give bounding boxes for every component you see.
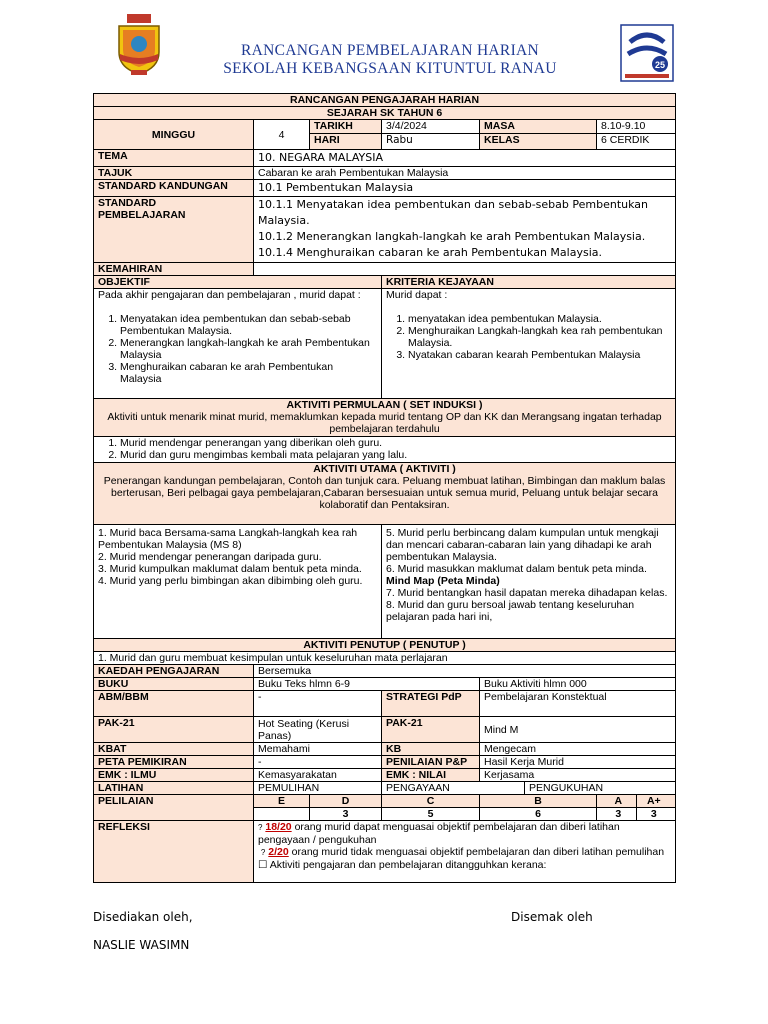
- grade-letter: D: [310, 795, 382, 808]
- buku-value-2: Buku Aktiviti hlmn 000: [480, 678, 676, 691]
- utama-right-item: 7. Murid bentangkan hasil dapatan mereka dihadapan kelas.: [386, 587, 668, 599]
- utama-right-item: 8. Murid dan guru bersoal jawab tentang keseluruhan pelajaran pada hari ini,: [386, 599, 635, 623]
- utama-desc: Penerangan kandungan pembelajaran, Contoh dan tunjuk cara. Peluang membuat latihan, Bimbingan dan maklum balas berterusan, Beri pelbagai gaya pembelajaran,Cabaran bersesuaian untuk semua murid, Peluang untuk belajar secara kolaboratif dan Pentaksiran.: [103, 475, 666, 511]
- permulaan-desc: Aktiviti untuk menarik minat murid, memaklumkan kepada murid tentang OP dan KK dan Merangsang ingatan terhadap pembelajaran terdahulu: [107, 411, 662, 435]
- permulaan-item: 1. Murid mendengar penerangan yang diberikan oleh guru.: [120, 437, 671, 449]
- grade-count: 5: [382, 808, 480, 821]
- abm-label: ABM/BBM: [94, 691, 254, 717]
- kriteria-label: KRITERIA KEJAYAAN: [382, 276, 676, 289]
- tajuk-value: Cabaran ke arah Pembentukan Malaysia: [254, 167, 676, 180]
- abm-value: -: [254, 691, 382, 717]
- sp-item: 10.1.1 Menyatakan idea pembentukan dan sebab-sebab Pembentukan Malaysia.: [258, 198, 648, 227]
- header-line2: SEKOLAH KEBANGSAAN KITUNTUL RANAU: [223, 60, 557, 77]
- sk-value: 10.1 Pembentukan Malaysia: [254, 180, 676, 197]
- refleksi-content: [254, 821, 676, 883]
- refleksi-line: ☐ Aktiviti pengajaran dan pembelajaran ditangguhkan kerana:: [258, 859, 547, 871]
- rph-table: [93, 93, 676, 883]
- masa-label: MASA: [480, 120, 597, 134]
- grade-letter-split: A A+: [597, 795, 676, 808]
- title-line2: SEJARAH SK TAHUN 6: [94, 107, 676, 120]
- kriteria-intro: Murid dapat :: [386, 289, 448, 301]
- tarikh-value: 3/4/2024: [382, 120, 480, 134]
- kriteria-item: 2. Menghuraikan Langkah-langkah kea rah pembentukan Malaysia.: [408, 325, 671, 349]
- penutup-item: 1. Murid dan guru membuat kesimpulan untuk keseluruhan mata perlajaran: [94, 652, 676, 665]
- penilaian-value: Hasil Kerja Murid: [480, 756, 676, 769]
- kriteria-content: [382, 289, 676, 399]
- kaedah-label: KAEDAH PENGAJARAN: [94, 665, 254, 678]
- utama-left-item: 2. Murid mendengar penerangan daripada guru.: [98, 551, 322, 563]
- kaedah-value: Bersemuka: [254, 665, 676, 678]
- pak21-value: Hot Seating (Kerusi Panas): [254, 717, 382, 743]
- grade-count-split: 3 3: [597, 808, 676, 821]
- refleksi-count-1: 18/20: [265, 821, 292, 833]
- minggu-label: MINGGU: [94, 120, 254, 150]
- disemak-oleh: Disemak oleh: [511, 910, 593, 924]
- emk-nilai-value: Kerjasama: [480, 769, 676, 782]
- objektif-intro: Pada akhir pengajaran dan pembelajaran , murid dapat :: [98, 289, 361, 301]
- strategi-label: STRATEGI PdP: [382, 691, 480, 717]
- permulaan-list: [94, 437, 676, 463]
- sk-label: STANDARD KANDUNGAN: [94, 180, 254, 197]
- kemahiran-value: [254, 263, 676, 276]
- utama-right-item: 5. Murid perlu berbincang dalam kumpulan untuk mengkaji dan mencari cabaran-cabaran lain yang dihadapi ke arah pembentukan Malaysia.: [386, 527, 659, 563]
- pak21-label: PAK-21: [94, 717, 254, 743]
- sp-item: 10.1.2 Menerangkan langkah-langkah ke arah Pembentukan Malaysia.: [258, 230, 646, 243]
- peta-label: PETA PEMIKIRAN: [94, 756, 254, 769]
- kb-label: KB: [382, 743, 480, 756]
- latihan-pengukuhan: PENGUKUHAN: [525, 782, 676, 795]
- utama-right-item: 6. Murid masukkan maklumat dalam bentuk peta minda. Mind Map (Peta Minda): [386, 563, 647, 587]
- tarikh-label: TARIKH: [310, 120, 382, 134]
- refleksi-line: ? 2/20 orang murid tidak menguasai objektif pembelajaran dan diberi latihan pemulihan: [260, 846, 665, 858]
- peta-value: -: [254, 756, 382, 769]
- emk-ilmu-value: Kemasyarakatan: [254, 769, 382, 782]
- penutup-title: AKTIVITI PENUTUP ( PENUTUP ): [94, 639, 676, 652]
- buku-label: BUKU: [94, 678, 254, 691]
- masa-value: 8.10-9.10: [597, 120, 676, 134]
- latihan-label: LATIHAN: [94, 782, 254, 795]
- penilaian-label: PENILAIAN P&P: [382, 756, 480, 769]
- sp-label: STANDARD PEMBELAJARAN: [94, 197, 254, 263]
- objektif-content: [94, 289, 382, 399]
- latihan-pemulihan: PEMULIHAN: [254, 782, 382, 795]
- kriteria-item: 1. menyatakan idea pembentukan Malaysia.: [408, 313, 671, 325]
- objektif-label: OBJEKTIF: [94, 276, 382, 289]
- sp-list: [254, 197, 676, 263]
- sp-item: 10.1.4 Menghuraikan cabaran ke arah Pembentukan Malaysia.: [258, 246, 602, 259]
- refleksi-label: REFLEKSI: [94, 821, 254, 883]
- disediakan-oleh: Disediakan oleh,: [93, 910, 193, 924]
- kbat-label: KBAT: [94, 743, 254, 756]
- emk-ilmu-label: EMK : ILMU: [94, 769, 254, 782]
- kelas-label: KELAS: [480, 134, 597, 150]
- teacher-name: NASLIE WASIMN: [93, 938, 190, 952]
- utama-left-item: 1. Murid baca Bersama-sama Langkah-langkah kea rah Pembentukan Malaysia (MS 8): [98, 527, 358, 551]
- strategi-value: Pembelajaran Konstektual: [480, 691, 676, 717]
- objektif-item: 2. Menerangkan langkah-langkah ke arah Pembentukan Malaysia: [120, 337, 377, 361]
- permulaan-title: AKTIVITI PERMULAAN ( SET INDUKSI ): [286, 399, 483, 411]
- refleksi-count-2: 2/20: [268, 846, 289, 858]
- logo-number: 25: [654, 60, 666, 70]
- kriteria-item: 3. Nyatakan cabaran kearah Pembentukan Malaysia: [408, 349, 671, 361]
- tema-label: TEMA: [94, 150, 254, 167]
- objektif-item: 3. Menghuraikan cabaran ke arah Pembentukan Malaysia: [120, 361, 377, 385]
- objektif-item: 1. Menyatakan idea pembentukan dan sebab-sebab Pembentukan Malaysia.: [120, 313, 377, 337]
- latihan-pengayaan: PENGAYAAN: [382, 782, 525, 795]
- tajuk-label: TAJUK: [94, 167, 254, 180]
- permulaan-header: [94, 399, 676, 437]
- utama-left-item: 4. Murid yang perlu bimbingan akan dibimbing oleh guru.: [98, 575, 363, 587]
- pak21-value-2: Mind M: [480, 717, 676, 743]
- utama-title: AKTIVITI UTAMA ( AKTIVITI ): [313, 463, 456, 475]
- utama-header: [94, 463, 676, 525]
- kbat-value: Memahami: [254, 743, 382, 756]
- grade-letter: E: [254, 795, 310, 808]
- grade-count: [254, 808, 310, 821]
- pelilaian-label: PELILAIAN: [94, 795, 254, 821]
- kb-value: Mengecam: [480, 743, 676, 756]
- emk-nilai-label: EMK : NILAI: [382, 769, 480, 782]
- title-line1: RANCANGAN PENGAJARAH HARIAN: [94, 94, 676, 107]
- mind-map-label: Mind Map (Peta Minda): [386, 575, 500, 587]
- ministry-logo: [620, 24, 674, 82]
- kemahiran-label: KEMAHIRAN: [94, 263, 254, 276]
- hari-value: Rabu: [382, 134, 480, 150]
- school-crest-logo: [114, 14, 164, 76]
- permulaan-item: 2. Murid dan guru mengimbas kembali mata pelajaran yang lalu.: [120, 449, 671, 461]
- minggu-value: 4: [254, 120, 310, 150]
- grade-letter: B: [480, 795, 597, 808]
- utama-left: [94, 525, 382, 639]
- grade-count: 3: [310, 808, 382, 821]
- buku-value: Buku Teks hlmn 6-9: [254, 678, 480, 691]
- grade-count: 6: [480, 808, 597, 821]
- utama-left-item: 3. Murid kumpulkan maklumat dalam bentuk peta minda.: [98, 563, 362, 575]
- kelas-value: 6 CERDIK: [597, 134, 676, 150]
- refleksi-line: ? 18/20 orang murid dapat menguasai objektif pembelajaran dan diberi latihan pengayaan / pengukuhan: [258, 821, 620, 846]
- pak21-label-2: PAK-21: [382, 717, 480, 743]
- utama-right: [382, 525, 676, 639]
- tema-value: 10. NEGARA MALAYSIA: [254, 150, 676, 167]
- header-line1: RANCANGAN PEMBELAJARAN HARIAN: [240, 42, 540, 59]
- grade-letter: C: [382, 795, 480, 808]
- hari-label: HARI: [310, 134, 382, 150]
